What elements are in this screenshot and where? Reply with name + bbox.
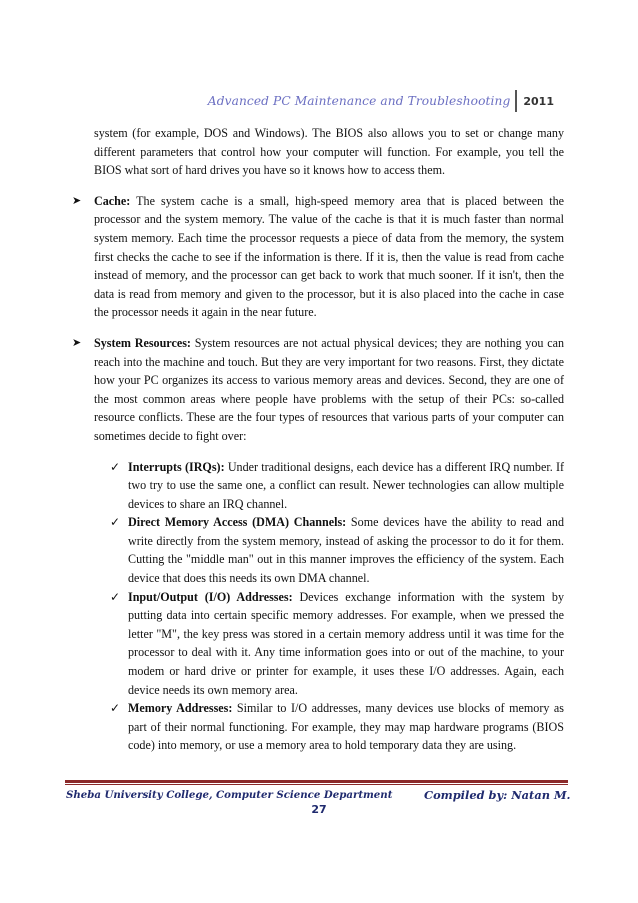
subitem-term: Interrupts (IRQs): bbox=[128, 459, 225, 474]
page-content bbox=[72, 124, 565, 755]
checkmark-icon: ✓ bbox=[110, 589, 121, 604]
footer-rule-thin bbox=[65, 784, 568, 785]
bullet-system-resources bbox=[72, 334, 565, 446]
list-item-dma bbox=[110, 513, 565, 587]
page-header bbox=[208, 90, 554, 112]
list-item-memory-addresses bbox=[110, 699, 564, 755]
page-number: 27 bbox=[311, 803, 327, 816]
resource-types-list bbox=[110, 458, 565, 756]
list-item-interrupts bbox=[110, 458, 564, 514]
bullet-text: System resources are not actual physical devices; they are nothing you can reach into the machine and touch. But they are very important for two reasons. First, they dictate how your PC organizes its access to various memory areas and devices. Second, they are one of the most common areas where people have problems with the setup of their PCs: so-called resource conflicts. These are the four types of resources that various parts of your computer can sometimes decide to fight over: bbox=[94, 335, 565, 443]
arrow-bullet-icon: ➤ bbox=[72, 194, 82, 207]
bullet-cache bbox=[72, 192, 564, 322]
list-item-io-addresses bbox=[110, 588, 564, 700]
bullet-paragraph bbox=[94, 334, 564, 446]
checkmark-icon: ✓ bbox=[110, 459, 121, 474]
subitem-term: Direct Memory Access (DMA) Channels: bbox=[128, 515, 347, 530]
subitem-text: Some devices have the ability to read and write directly from the system memory, instead of asking the processor to do it for them. Cutting the "middle man" out in this manner improves the efficiency of the system. Each device that does this needs its own DMA channel. bbox=[128, 515, 565, 586]
subitem-term: Input/Output (I/O) Addresses: bbox=[128, 589, 293, 604]
subitem-text: Devices exchange information with the system by putting data into certain specific memory addresses. For example, when we pressed the letter "M", the key press was stored in a certain memory address until it was time for the processor to deal with it. Any time information goes into or out of the machine, to your modem or hard drive or printer for example, it uses these I/O addresses. Again, each device needs its own memory area. bbox=[128, 589, 564, 697]
checkmark-icon: ✓ bbox=[110, 515, 121, 530]
header-year: 2011 bbox=[523, 94, 554, 108]
checkmark-icon: ✓ bbox=[110, 701, 121, 716]
footer-rule bbox=[65, 780, 568, 783]
bullet-term: Cache: bbox=[94, 193, 131, 208]
bullet-term: System Resources: bbox=[94, 335, 191, 350]
intro-paragraph: system (for example, DOS and Windows). The BIOS also allows you to set or change many different parameters that control how your computer will function. For example, you tell the BIOS what sort of hard drives you have so it knows how to access them. bbox=[94, 126, 564, 178]
header-title: Advanced PC Maintenance and Troubleshooting bbox=[207, 94, 511, 108]
footer-institution: Sheba University College, Computer Science Department bbox=[66, 789, 393, 801]
bullet-text: The system cache is a small, high-speed memory area that is placed between the processor and the system memory. The value of the cache is that it is much faster than normal system memory. Each time the processor requests a piece of data from the memory, the system first checks the cache to see if the information is there. If it is, then the value is read from cache instead of memory, and the processor can get back to work that much sooner. If it isn't, then the data is read from memory and given to the processor, but it is also placed into the cache in case the processor needs it again in the near future. bbox=[94, 193, 564, 320]
subitem-text: Similar to I/O addresses, many devices use blocks of memory as part of their normal functioning. For example, they may map hardware programs (BIOS code) into memory, or use a memory area to hold temporary data they are using. bbox=[128, 701, 564, 753]
subitem-text: Under traditional designs, each device has a different IRQ number. If two try to use the same one, a conflict can result. Newer technologies can allow multiple devices to share an IRQ channel. bbox=[128, 459, 564, 511]
arrow-bullet-icon: ➤ bbox=[72, 336, 82, 349]
subitem-term: Memory Addresses: bbox=[128, 701, 233, 716]
bullet-paragraph bbox=[94, 192, 564, 322]
footer-author: Compiled by: Natan M. bbox=[424, 788, 571, 802]
